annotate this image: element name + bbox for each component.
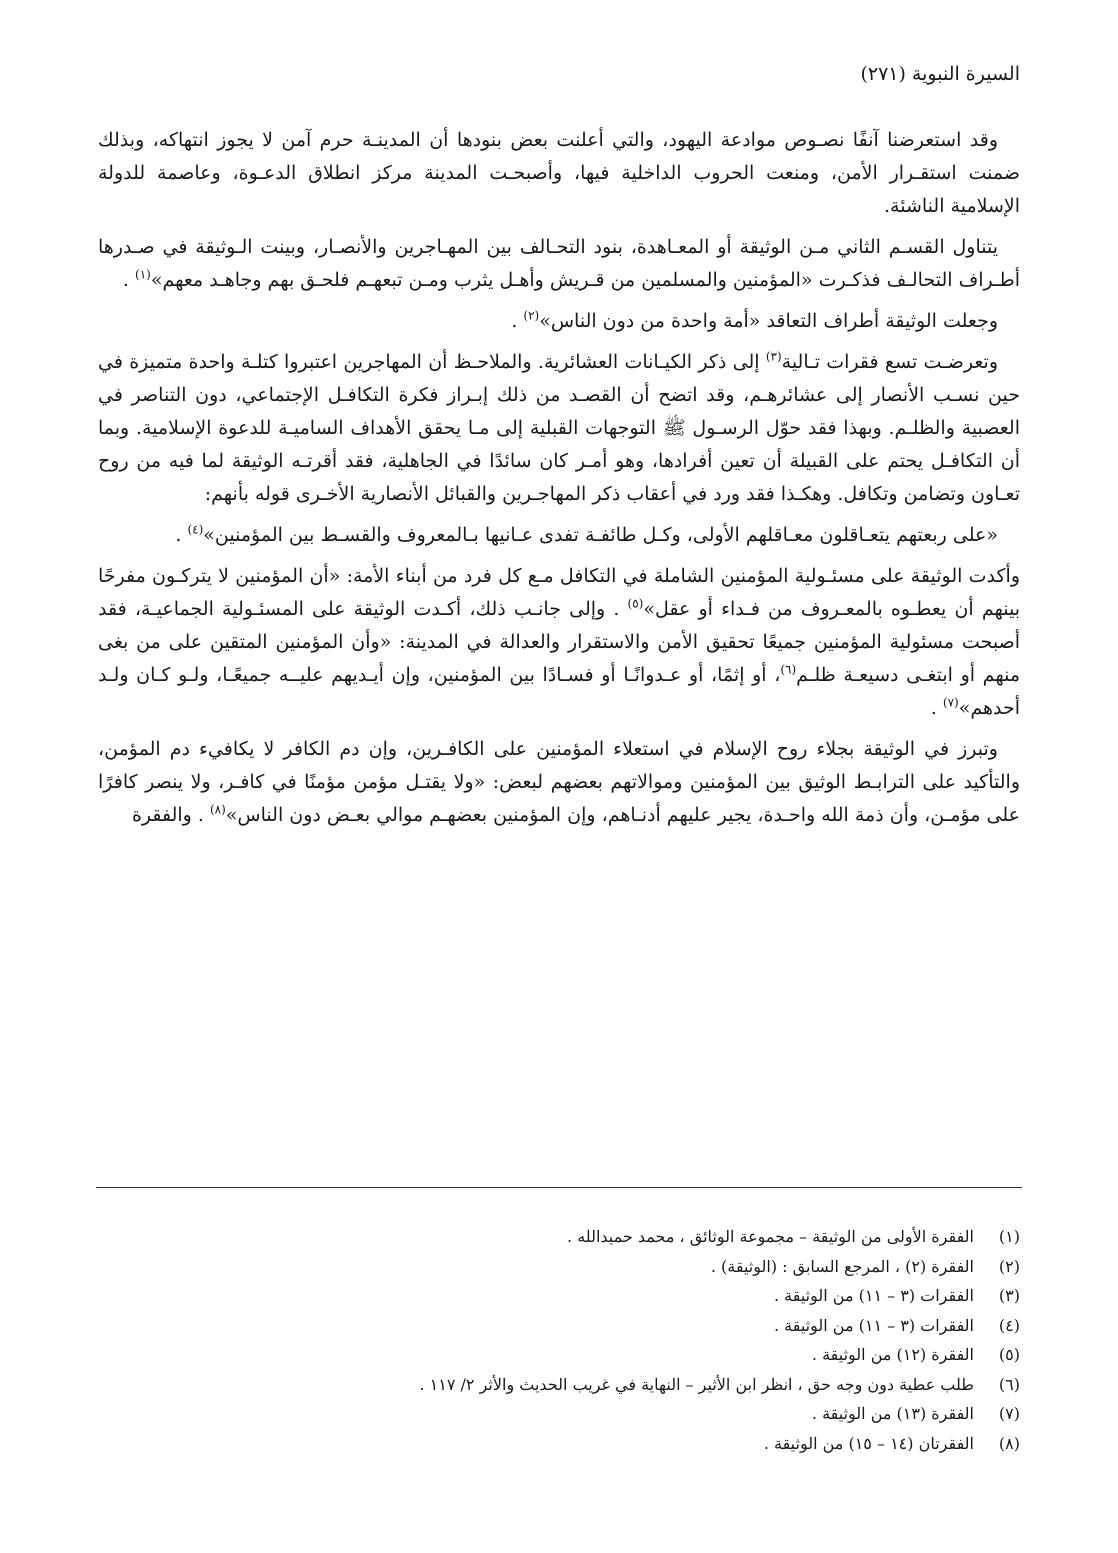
footnote [120,1311,1020,1341]
paragraph-5: «على ربعتهم يتعـاقلون معـاقلهم الأولى، وكـل طائفـة تفدى عـانيها بـالمعروف والقسـط بين المؤمنين»$^{(٤)}$ . [175,522,998,546]
paragraph-6: وأكدت الوثيقة على مسئـولية المؤمنين الشاملة في التكافل مـع كل فرد من أبناء الأمة: «أن المؤمنين لا يتركـون مفرحًا بينهم أن يعطـوه بالمعـروف من فـداء أو عقل»$^{(٥)}$ . وإلى جانـب ذلك، أكـدت الوثيقة على المسئـولية الجماعيـة، فقد أصبحت مسئولية المؤمنين جميعًا تحقيق الأمن والاستقرار والعدالة في المدينة: «وأن المؤمنين المتقين على من بغى منهم أو ابتغـى دسيعـة ظلـم$^{(٦)}$، أو إثمًا، أو عـدوانًـا أو فسـادًا بين المؤمنين، وإن أيـديهم عليــه جميعًـا، ولـو كـان ولـد أحدهم»$^{(٧)}$ . [98,565,1020,719]
footnotes [120,1222,1020,1458]
footnote-ref-4: (٤) [187,522,204,537]
footnote-ref-2: (٢) [523,308,540,323]
footnote-number: (٢) [998,1256,1020,1276]
footnote-number: (٦) [998,1374,1020,1394]
footnote-number: (١) [998,1227,1020,1246]
footnote-text: الفقرتان (١٤ – ١٥) من الوثيقة . [763,1433,974,1453]
footnote [120,1222,1020,1252]
footnote [120,1340,1020,1370]
footnote-text: الفقرة (٢) ، المرجع السابق : (الوثيقة) . [710,1256,974,1276]
footnote [120,1370,1020,1400]
footnote-text: الفقرات (٣ – ١١) من الوثيقة . [774,1286,974,1305]
footnote-text: الفقرة (١٢) من الوثيقة . [811,1345,974,1364]
paragraph-4: وتعرضـت تسع فقرات تـالية$^{(٣)}$ إلى ذكر الكيـانات العشائرية. والملاحـظ أن المهاجرين اعتبروا كتلـة واحدة متميزة في حين نسـب الأنصار إلى عشائرهـم، وقد اتضح أن القصـد من ذلك إبـراز فكرة التكافـل الإجتماعي، دون التناصر في العصبية والظلـم. وبهذا فقد حوّل الرسـول ﷺ التوجهات القبلية إلى مـا يحقق الأهداف الساميـة للدعوة الإسلامية. وبما أن التكافـل يحتم على القبيلة أن تعين أفرادها، وهو أمـر كان سائدًا في الجاهلية، فقد أقرتـه الوثيقة لما فيه من روح تعـاون وتضامن وتكافل. وهكـذا فقد ورد في أعقاب ذكر المهاجـرين والقبائل الأنصارية الأخـرى قوله بأنهم: [98,349,1020,505]
footnote-number: (٤) [998,1315,1020,1335]
running-head: السيرة النبوية (٢٧١) [860,63,1020,85]
footnote-text: الفقرة (١٣) من الوثيقة . [811,1404,974,1423]
footnote-text: طلب عطية دون وجه حق ، انظر ابن الأثير – النهاية في غريب الحديث والأثر ٢/ ١١٧ . [419,1374,974,1394]
footnote-separator [96,1187,1022,1188]
body-text [98,124,1020,840]
footnote-number: (٣) [998,1286,1020,1305]
footnote-number: (٨) [998,1433,1020,1453]
footnote-text: الفقرة الأولى من الوثيقة – مجموعة الوثائق ، محمد حميدالله . [567,1227,974,1246]
footnote-ref-6: (٦) [780,662,797,677]
footnote-ref-3: (٣) [765,349,782,364]
paragraph-1: وقد استعرضنا آنفًا نصـوص موادعة اليهود، والتي أعلنت بعض بنودها أن المدينـة حرم آمن لا يجوز انتهاكه، وبذلك ضمنت استقـرار الأمن، ومنعت الحروب الداخلية فيها، وأصبحـت المدينة مركز انطلاق الدعـوة، وعاصمة للدولة الإسلامية الناشئة. [98,129,1020,217]
footnote-number: (٥) [998,1345,1020,1364]
footnote [120,1399,1020,1429]
footnote-number: (٧) [998,1404,1020,1423]
footnote-ref-5: (٥) [627,596,644,611]
paragraph-7: وتبرز في الوثيقة بجلاء روح الإسلام في استعلاء المؤمنين على الكافـرين، وإن دم الكافر لا يكافيء دم المؤمن، والتأكيد على الترابـط الوثيق بين المؤمنين وموالاتهم بعضهم لبعض: «ولا يقتـل مؤمن مؤمنًا في كافـر، ولا ينصر كافرًا على مؤمـن، وأن ذمة الله واحـدة، يجير عليهم أدنـاهم، وإن المؤمنين بعضهـم موالي بعـض دون الناس»$^{(٨)}$ . والفقرة [98,738,1020,826]
footnote [120,1429,1020,1459]
footnote-ref-8: (٨) [209,802,226,817]
footnote [120,1281,1020,1311]
paragraph-2: يتناول القسـم الثاني مـن الوثيقة أو المعـاهدة، بنود التحـالف بين المهـاجرين والأنصـار، وبينت الـوثيقة في صـدرها أطـراف التحالـف فذكـرت «المؤمنين والمسلمين من قـريش وأهـل يثرب ومـن تبعهـم فلحـق بهم وجاهـد معهم»$^{(١)}$ . [98,236,1020,291]
footnote-ref-7: (٧) [942,695,959,710]
footnote-text: الفقرات (٣ – ١١) من الوثيقة . [774,1315,974,1335]
footnote-ref-1: (١) [135,267,151,282]
footnote [120,1252,1020,1282]
paragraph-3: وجعلت الوثيقة أطراف التعاقد «أمة واحدة من دون الناس»$^{(٢)}$ . [511,308,998,332]
